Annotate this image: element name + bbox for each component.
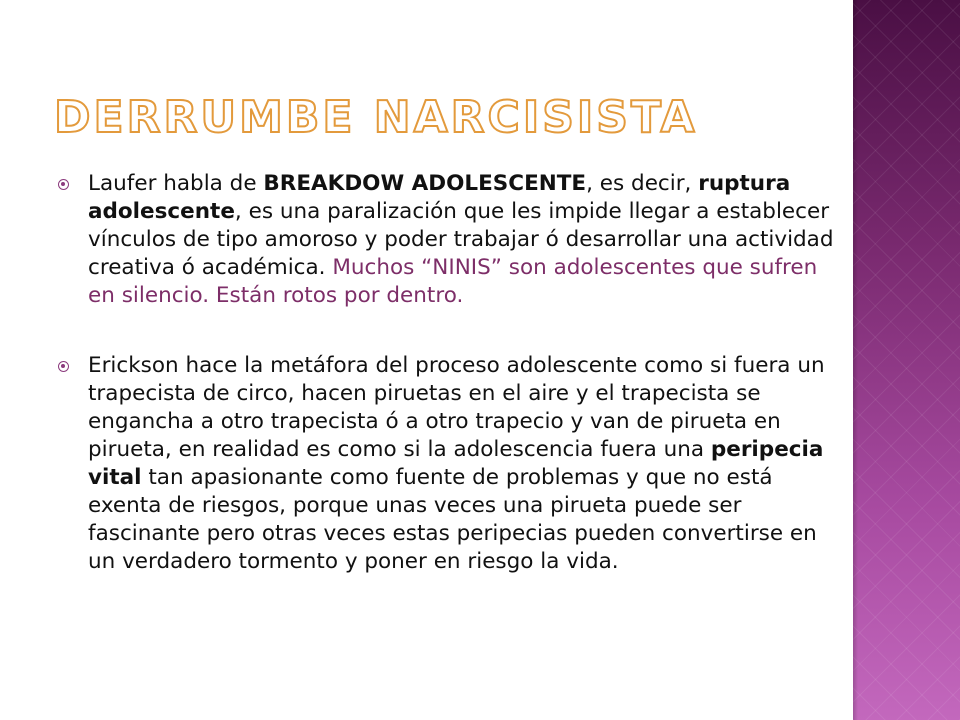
bold-term-ruptura: ruptura adolescente [88,171,791,224]
slide-title: DERRUMBE NARCISISTA [54,92,698,143]
text-segment: , es una paralización que les impide llegar a establecer vínculos de tipo amoroso y poder trabajar ó desarrollar una actividad creativa ó académica. [88,199,834,280]
text-segment: Laufer habla de [88,171,264,196]
highlighted-text-ninis: Muchos “NINIS” son adolescentes que sufren en silencio. Están rotos por dentro. [88,255,818,308]
bullet-text [88,352,848,576]
text-segment: , es decir, [586,171,699,196]
bullet-item-erickson [56,352,848,576]
circle-bullet-icon [58,361,69,372]
slide-body [56,170,848,576]
text-segment: tan apasionante como fuente de problemas y que no está exenta de riesgos, porque unas veces una pirueta puede ser fascinante pero otras veces estas peripecias pueden convertirse en un verdadero tormento y poner en riesgo la vida. [88,465,817,574]
bullet-item-laufer [56,170,848,310]
circle-bullet-icon [58,179,69,190]
bullet-text [88,170,848,310]
bold-term-breakdow: BREAKDOW ADOLESCENTE [263,171,587,196]
text-segment: Erickson hace la metáfora del proceso adolescente como si fuera un trapecista de circo, hacen piruetas en el aire y el trapecista se engancha a otro trapecista ó a otro trapecio y van de pirueta en pirueta, en realidad es como si la adolescencia fuera una [88,353,825,462]
bold-term-peripecia: peripecia vital [88,437,824,490]
decorative-side-band [853,0,960,720]
